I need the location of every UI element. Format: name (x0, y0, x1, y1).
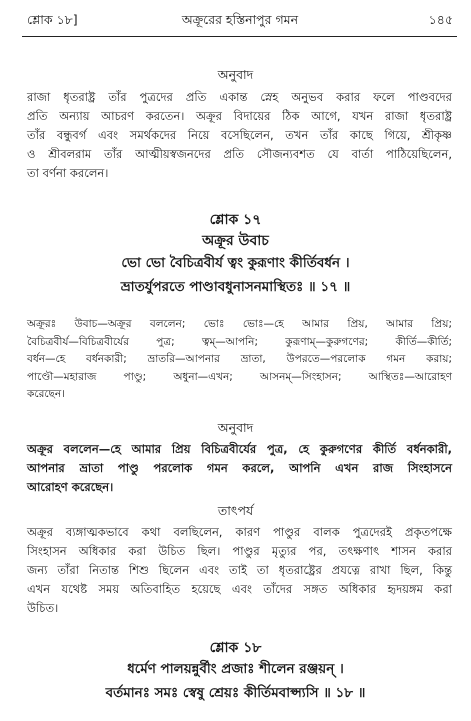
paragraph-line: আপনার ভ্রাতা পাণ্ডু পরলোক গমন করলে, আপনি এখন রাজ সিংহাসনে (27, 461, 452, 475)
synonyms-line: পাণ্ডৌ—মহারাজ পাণ্ডু; অধুনা—এখন; আসনম্—সিংহাসন; আস্থিতঃ—আরোহণ (27, 370, 452, 383)
verse-17-line-1: ভো ভো বৈচিত্রবীর্য ত্বং কুরূণাং কীর্তিবর্ধন । (121, 255, 350, 271)
paragraph-line: জন্য তাঁরা নিতান্ত শিশু ছিলেন এবং তাই তা ধৃতরাষ্ট্রের প্রযত্নে রাখা ছিল, কিন্তু (27, 563, 452, 577)
paragraph-line: ও শ্রীবলরাম তাঁর আত্মীয়স্বজনদের প্রতি সৌজন্যবশত যে বার্তা পাঠিয়েছিলেন, (27, 147, 452, 161)
translation-paragraph-2 (27, 440, 452, 497)
synonyms-line: বৈচিত্রবীর্য—বিচিত্রবীর্যের পুত্র; ত্বম্—আপনি; কুরূণাম্—কুরুগণের; কীর্তি—কীর্তি; (27, 335, 452, 348)
paragraph-line: অক্রূর বললেন—হে আমার প্রিয় বিচিত্রবীর্যের পুত্র, হে কুরুগণের কীর্তি বর্ধনকারী, (27, 442, 452, 456)
paragraph-line: সিংহাসন অধিকার করা উচিত ছিল। পাণ্ডুর মৃত্যুর পর, তৎক্ষণাৎ শাসন করার (27, 544, 452, 558)
verse-17-line-2: ভ্রাতর্যুপরতে পাণ্ডাবধুনাসনমাস্থিতঃ ॥ ১৭ ॥ (120, 279, 351, 295)
synonyms-block (27, 316, 452, 404)
paragraph-line: প্রতি অন্যায় আচরণ করতেন। অক্রূর বিদায়ের ঠিক আগে, যখন রাজা ধৃতরাষ্ট্র (27, 109, 452, 123)
purport-paragraph (27, 523, 452, 618)
translation-heading-1: অনুবাদ (217, 67, 254, 82)
paragraph-line: তাঁর বন্ধুবর্গ এবং সমর্থকদের নিয়ে বসেছিলেন, তখন তাঁর কাছে গিয়ে, শ্রীকৃষ্ণ (27, 128, 452, 142)
header-page-number: ১৪৫ (428, 12, 453, 27)
purport-heading: তাৎপর্য (217, 503, 254, 518)
verse-18-title: শ্লোক ১৮ (209, 640, 262, 656)
paragraph-line: অক্রূর ব্যঙ্গাত্মকভাবে কথা বলছিলেন, কারণ পাণ্ডুর বালক পুত্রদেরই প্রকৃতপক্ষে (27, 525, 452, 539)
paragraph-line: রাজা ধৃতরাষ্ট্র তাঁর পুত্রদের প্রতি একান্ত স্নেহ অনুভব করার ফলে পাণ্ডবদের (27, 90, 452, 104)
header-verse-ref: শ্লোক ১৮] (27, 12, 78, 27)
header-rule (22, 36, 457, 37)
synonyms-line: অক্রূরঃ উবাচ—অক্রূর বললেন; ভোঃ ভোঃ—হে আমার প্রিয়, আমার প্রিয়; (27, 318, 452, 330)
verse-17-title: শ্লোক ১৭ (209, 212, 262, 228)
paragraph-line: তা বর্ণনা করলেন। (27, 166, 109, 180)
verse-17-speaker: অক্রূর উবাচ (202, 233, 269, 249)
synonyms-line: বর্ধন—হে বর্ধনকারী; ভ্রাতরি—আপনার ভ্রাতা, উপরতে—পরলোক গমন করায়; (27, 353, 452, 365)
paragraph-line: আরোহণ করেছেন। (27, 480, 114, 494)
synonyms-line: করেছেন। (27, 388, 65, 400)
translation-heading-2: অনুবাদ (217, 420, 254, 435)
running-header (27, 12, 453, 34)
verse-18-line-2: বর্তমানঃ সমঃ স্বেষু শ্রেয়ঃ কীর্তিমবাপ্স্যসি ॥ ১৮ ॥ (105, 685, 366, 701)
verse-18-line-1: ধর্মেণ পালয়ন্নুর্বীং প্রজাঃ শীলেন রঞ্জয়ন্ । (127, 661, 344, 677)
translation-paragraph-1 (27, 88, 452, 183)
header-chapter-title: অক্রূরের হস্তিনাপুর গমন (181, 12, 299, 27)
paragraph-line: উচিত। (27, 601, 59, 615)
paragraph-line: এখন যথেষ্ট সময় অতিবাহিত হয়েছে এবং তাঁদের সঙ্গত অধিকার হৃদয়ঙ্গম করা (27, 582, 452, 596)
